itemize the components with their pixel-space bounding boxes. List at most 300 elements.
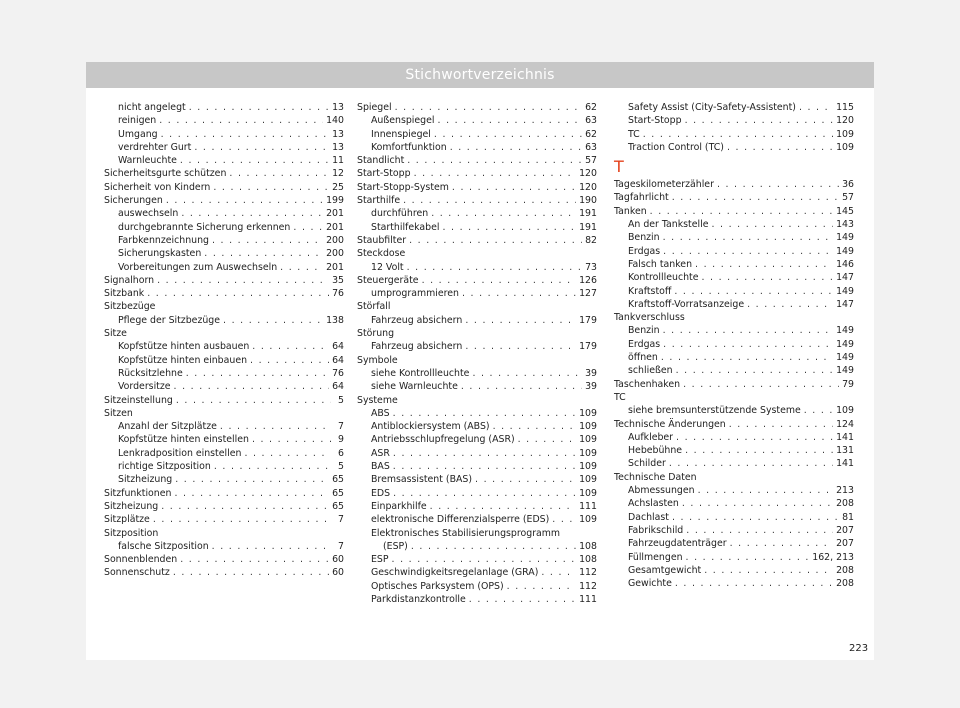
entry-term: umprogrammieren xyxy=(371,288,459,300)
index-entry xyxy=(614,351,854,364)
dot-leader xyxy=(698,484,834,497)
dot-leader xyxy=(461,380,582,393)
index-entry xyxy=(104,433,344,446)
page-title: Stichwortverzeichnis xyxy=(405,67,555,83)
dot-leader xyxy=(799,101,833,114)
dot-leader xyxy=(727,141,833,154)
dot-leader xyxy=(403,194,576,207)
entry-term: durchführen xyxy=(371,208,429,220)
index-entry xyxy=(357,513,597,526)
entry-term: auswechseln xyxy=(118,208,179,220)
dot-leader xyxy=(212,540,331,553)
index-entry xyxy=(104,487,344,500)
dot-leader xyxy=(472,367,582,380)
index-heading: Sitzbezüge xyxy=(104,301,156,313)
index-entry xyxy=(357,274,597,287)
entry-page-number: 149 xyxy=(836,325,854,337)
index-entry xyxy=(614,551,854,564)
entry-page-number: 65 xyxy=(332,487,344,499)
index-entry xyxy=(614,101,854,114)
entry-page-number: 201 xyxy=(326,221,344,233)
entry-term: Sicherungskasten xyxy=(118,248,202,260)
entry-term: Start-Stopp xyxy=(357,168,411,180)
index-entry xyxy=(357,540,597,553)
dot-leader xyxy=(465,340,576,353)
entry-page-number: 111 xyxy=(579,593,597,605)
entry-term: Sitzfunktionen xyxy=(104,487,172,499)
entry-page-number: 5 xyxy=(338,394,344,406)
entry-page-number: 108 xyxy=(579,554,597,566)
index-entry xyxy=(614,141,854,154)
index-entry xyxy=(614,178,854,191)
entry-term: falsche Sitzposition xyxy=(118,540,209,552)
index-entry xyxy=(104,314,344,327)
entry-term: Start-Stopp xyxy=(628,115,682,127)
entry-page-number: 73 xyxy=(585,261,597,273)
entry-term: Umgang xyxy=(118,128,158,140)
dot-leader xyxy=(465,314,576,327)
dot-leader xyxy=(683,378,839,391)
entry-term: Spiegel xyxy=(357,102,392,113)
dot-leader xyxy=(674,285,833,298)
dot-leader xyxy=(159,114,323,127)
page-number: 223 xyxy=(849,643,869,654)
index-entry xyxy=(614,231,854,244)
index-entry xyxy=(104,194,344,207)
index-heading: Elektronisches Stabilisierungsprogramm xyxy=(371,527,561,539)
dot-leader xyxy=(695,258,833,271)
index-entry xyxy=(357,420,597,433)
dot-leader xyxy=(747,298,833,311)
index-entry xyxy=(614,285,854,298)
dot-leader xyxy=(180,154,329,167)
dot-leader xyxy=(407,261,582,274)
entry-page-number: 141 xyxy=(836,431,854,443)
entry-term: Einparkhilfe xyxy=(371,500,427,512)
entry-page-number: 60 xyxy=(332,567,344,579)
entry-term: Pflege der Sitzbezüge xyxy=(118,314,221,326)
entry-page-number: 112 xyxy=(579,567,597,579)
entry-term: nicht angelegt xyxy=(118,102,186,113)
index-entry xyxy=(614,205,854,218)
dot-leader xyxy=(552,513,576,526)
entry-page-number: 60 xyxy=(332,554,344,566)
index-entry xyxy=(357,553,597,566)
dot-leader xyxy=(166,194,323,207)
entry-page-number: 143 xyxy=(836,219,854,231)
entry-page-number: 200 xyxy=(326,234,344,246)
entry-page-number: 149 xyxy=(836,232,854,244)
entry-page-number: 76 xyxy=(332,288,344,300)
entry-page-number: 146 xyxy=(836,258,854,270)
entry-term: Sitzbank xyxy=(104,288,145,300)
index-entry xyxy=(357,167,597,180)
entry-page-number: 7 xyxy=(338,540,344,552)
dot-leader xyxy=(663,324,833,337)
dot-leader xyxy=(186,367,329,380)
dot-leader xyxy=(393,407,576,420)
index-entry xyxy=(104,566,344,579)
index-entry xyxy=(104,141,344,154)
dot-leader xyxy=(661,351,833,364)
entry-term: Gesamtgewicht xyxy=(628,564,702,576)
dot-leader xyxy=(220,420,331,433)
entry-page-number: 109 xyxy=(579,461,597,473)
entry-page-number: 199 xyxy=(326,195,344,207)
entry-page-number: 109 xyxy=(579,487,597,499)
dot-leader xyxy=(442,221,576,234)
dot-leader xyxy=(422,274,577,287)
entry-term: Komfortfunktion xyxy=(371,141,447,153)
entry-term: Sitzeinstellung xyxy=(104,394,173,406)
dot-leader xyxy=(229,167,329,180)
index-entry xyxy=(614,524,854,537)
entry-page-number: 126 xyxy=(579,274,597,286)
entry-page-number: 179 xyxy=(579,314,597,326)
index-entry xyxy=(104,540,344,553)
entry-page-number: 63 xyxy=(585,115,597,127)
dot-leader xyxy=(407,154,582,167)
dot-leader xyxy=(493,420,577,433)
index-entry xyxy=(614,245,854,258)
dot-leader xyxy=(434,128,582,141)
entry-page-number: 57 xyxy=(842,192,854,204)
entry-page-number: 208 xyxy=(836,498,854,510)
entry-page-number: 7 xyxy=(338,421,344,433)
entry-page-number: 57 xyxy=(585,155,597,167)
dot-leader xyxy=(541,566,576,579)
entry-term: Lenkradposition einstellen xyxy=(118,447,242,459)
entry-term: Geschwindigkeitsregelanlage (GRA) xyxy=(371,567,539,579)
entry-page-number: 200 xyxy=(326,248,344,260)
entry-term: Bremsassistent (BAS) xyxy=(371,474,473,486)
entry-term: verdrehter Gurt xyxy=(118,141,192,153)
index-heading: Sitzen xyxy=(104,407,133,419)
dot-leader xyxy=(174,487,329,500)
index-entry xyxy=(104,207,344,220)
dot-leader xyxy=(452,181,576,194)
index-entry xyxy=(104,394,344,407)
index-entry xyxy=(357,314,597,327)
entry-page-number: 140 xyxy=(326,115,344,127)
entry-term: Abmessungen xyxy=(628,485,695,497)
index-entry xyxy=(614,338,854,351)
index-entry xyxy=(614,364,854,377)
entry-term: Technische Änderungen xyxy=(614,418,726,430)
dot-leader xyxy=(462,287,576,300)
entry-page-number: 6 xyxy=(338,447,344,459)
entry-term: Taschenhaken xyxy=(614,378,681,390)
entry-page-number: 82 xyxy=(585,234,597,246)
entry-page-number: 64 xyxy=(332,341,344,353)
index-heading: Störfall xyxy=(357,301,391,313)
dot-leader xyxy=(672,511,839,524)
index-entry xyxy=(104,154,344,167)
entry-term: Sitzplätze xyxy=(104,514,150,526)
entry-term: Sicherheit von Kindern xyxy=(104,181,211,193)
dot-leader xyxy=(214,460,331,473)
entry-term: Fabrikschild xyxy=(628,524,684,536)
entry-term: 12 Volt xyxy=(371,261,404,273)
index-entry xyxy=(614,191,854,204)
entry-page-number: 191 xyxy=(579,221,597,233)
entry-page-number: 109 xyxy=(579,407,597,419)
index-heading: Systeme xyxy=(357,394,398,406)
index-entry xyxy=(614,218,854,231)
entry-page-number: 131 xyxy=(836,445,854,457)
index-entry xyxy=(357,221,597,234)
index-entry xyxy=(614,564,854,577)
dot-leader xyxy=(669,457,833,470)
entry-term: Sicherheitsgurte schützen xyxy=(104,168,227,180)
entry-term: Antiblockiersystem (ABS) xyxy=(371,421,490,433)
entry-term: Tanken xyxy=(614,205,647,217)
index-column-1 xyxy=(104,101,344,580)
entry-term: Sitzheizung xyxy=(118,474,173,486)
dot-leader xyxy=(701,271,833,284)
entry-term: Safety Assist (City-Safety-Assistent) xyxy=(628,102,796,113)
dot-leader xyxy=(411,540,576,553)
entry-term: Kopfstütze hinten ausbauen xyxy=(118,341,250,353)
entry-page-number: 65 xyxy=(332,500,344,512)
dot-leader xyxy=(161,128,329,141)
entry-term: Antriebsschlupfregelung (ASR) xyxy=(371,434,515,446)
index-entry xyxy=(104,553,344,566)
dot-leader xyxy=(181,207,323,220)
entry-term: Tagfahrlicht xyxy=(614,192,669,204)
index-entry xyxy=(104,420,344,433)
entry-term: Sonnenschutz xyxy=(104,567,170,579)
index-entry xyxy=(104,367,344,380)
entry-page-number: 65 xyxy=(332,474,344,486)
dot-leader xyxy=(414,167,577,180)
entry-term: Fahrzeug absichern xyxy=(371,314,463,326)
entry-term: Fahrzeugdatenträger xyxy=(628,538,727,550)
index-entry xyxy=(614,577,854,590)
entry-page-number: 149 xyxy=(836,245,854,257)
index-entry xyxy=(104,460,344,473)
entry-term: Achslasten xyxy=(628,498,679,510)
index-entry xyxy=(614,324,854,337)
entry-term: Fahrzeug absichern xyxy=(371,341,463,353)
entry-page-number: 208 xyxy=(836,578,854,590)
entry-page-number: 76 xyxy=(332,367,344,379)
entry-page-number: 108 xyxy=(579,540,597,552)
index-entry xyxy=(104,128,344,141)
entry-page-number: 13 xyxy=(332,128,344,140)
entry-term: Gewichte xyxy=(628,578,672,590)
page-header xyxy=(86,62,874,88)
entry-term: Kopfstütze hinten einbauen xyxy=(118,354,248,366)
entry-term: Starthilfekabel xyxy=(371,221,440,233)
dot-leader xyxy=(393,487,576,500)
index-entry xyxy=(357,433,597,446)
entry-term: Farbkennzeichnung xyxy=(118,234,209,246)
entry-term: ESP xyxy=(371,554,389,566)
entry-page-number: 36 xyxy=(842,179,854,191)
dot-leader xyxy=(204,247,323,260)
entry-page-number: 111 xyxy=(579,500,597,512)
dot-leader xyxy=(717,178,839,191)
entry-page-number: 109 xyxy=(836,405,854,417)
entry-term: Staubfilter xyxy=(357,234,407,246)
index-entry xyxy=(104,167,344,180)
index-entry xyxy=(104,380,344,393)
entry-page-number: 190 xyxy=(579,195,597,207)
entry-term: Tageskilometerzähler xyxy=(614,179,714,191)
dot-leader xyxy=(711,218,833,231)
dot-leader xyxy=(450,141,582,154)
dot-leader xyxy=(252,433,331,446)
dot-leader xyxy=(438,114,583,127)
index-heading: Tankverschluss xyxy=(614,312,685,324)
dot-leader xyxy=(174,380,330,393)
index-entry xyxy=(357,114,597,127)
dot-leader xyxy=(730,537,834,550)
entry-page-number: 191 xyxy=(579,208,597,220)
index-entry xyxy=(614,537,854,550)
dot-leader xyxy=(189,101,329,114)
index-entry xyxy=(357,141,597,154)
index-entry xyxy=(357,128,597,141)
index-heading: Steckdose xyxy=(357,248,406,260)
index-entry xyxy=(614,271,854,284)
entry-page-number: 207 xyxy=(836,538,854,550)
index-entry xyxy=(357,380,597,393)
entry-page-number: 138 xyxy=(326,314,344,326)
index-entry xyxy=(104,247,344,260)
entry-term: siehe Kontrollleuchte xyxy=(371,367,470,379)
dot-leader xyxy=(676,364,834,377)
index-entry xyxy=(357,234,597,247)
entry-page-number: 208 xyxy=(836,564,854,576)
index-heading: Störung xyxy=(357,328,395,340)
entry-page-number: 64 xyxy=(332,381,344,393)
dot-leader xyxy=(280,261,323,274)
entry-term: An der Tankstelle xyxy=(628,219,709,231)
entry-term: Innenspiegel xyxy=(371,128,431,140)
entry-page-number: 109 xyxy=(579,434,597,446)
entry-term: öffnen xyxy=(628,352,658,364)
entry-term: Kraftstoff-Vorratsanzeige xyxy=(628,298,745,310)
dot-leader xyxy=(507,580,576,593)
dot-leader xyxy=(663,231,833,244)
entry-term: Rücksitzlehne xyxy=(118,367,183,379)
entry-term: Vordersitze xyxy=(118,381,171,393)
index-heading: Technische Daten xyxy=(614,471,697,483)
entry-page-number: 39 xyxy=(585,367,597,379)
entry-term: Schilder xyxy=(628,458,666,470)
entry-term: EDS xyxy=(371,487,391,499)
entry-term: Außenspiegel xyxy=(371,115,435,127)
entry-term: (ESP) xyxy=(383,540,408,552)
index-entry xyxy=(357,194,597,207)
index-heading: Sitze xyxy=(104,328,127,340)
index-entry xyxy=(357,460,597,473)
index-entry xyxy=(357,407,597,420)
dot-leader xyxy=(293,221,323,234)
dot-leader xyxy=(682,497,833,510)
index-entry xyxy=(104,221,344,234)
dot-leader xyxy=(173,566,329,579)
index-entry xyxy=(614,298,854,311)
dot-leader xyxy=(409,234,582,247)
dot-leader xyxy=(663,245,833,258)
dot-leader xyxy=(395,101,582,114)
entry-page-number: 115 xyxy=(836,102,854,113)
entry-term: BAS xyxy=(371,461,390,473)
index-entry xyxy=(357,287,597,300)
index-entry xyxy=(357,447,597,460)
dot-leader xyxy=(430,500,576,513)
entry-page-number: 109 xyxy=(579,514,597,526)
index-entry xyxy=(104,513,344,526)
dot-leader xyxy=(175,473,329,486)
index-entry xyxy=(104,287,344,300)
dot-leader xyxy=(180,553,329,566)
entry-term: Erdgas xyxy=(628,245,661,257)
dot-leader xyxy=(475,473,576,486)
index-entry xyxy=(104,500,344,513)
index-entry xyxy=(104,340,344,353)
dot-leader xyxy=(194,141,329,154)
entry-term: durchgebrannte Sicherung erkennen xyxy=(118,221,291,233)
entry-term: Parkdistanzkontrolle xyxy=(371,593,466,605)
dot-leader xyxy=(663,338,833,351)
entry-term: Kopfstütze hinten einstellen xyxy=(118,434,249,446)
entry-term: Steuergeräte xyxy=(357,274,419,286)
entry-page-number: 109 xyxy=(579,474,597,486)
dot-leader xyxy=(393,460,576,473)
dot-leader xyxy=(213,181,329,194)
entry-term: Traction Control (TC) xyxy=(628,141,724,153)
index-entry xyxy=(357,500,597,513)
entry-page-number: 11 xyxy=(332,155,344,167)
index-entry xyxy=(614,258,854,271)
dot-leader xyxy=(469,593,576,606)
dot-leader xyxy=(393,447,576,460)
entry-term: reinigen xyxy=(118,115,157,127)
entry-term: Sitzheizung xyxy=(104,500,159,512)
dot-leader xyxy=(650,205,833,218)
entry-term: Kraftstoff xyxy=(628,285,672,297)
dot-leader xyxy=(157,274,329,287)
index-column-3 xyxy=(614,101,854,590)
index-entry xyxy=(357,181,597,194)
index-entry xyxy=(104,234,344,247)
entry-page-number: 201 xyxy=(326,208,344,220)
entry-page-number: 9 xyxy=(338,434,344,446)
entry-term: Optisches Parksystem (OPS) xyxy=(371,580,504,592)
dot-leader xyxy=(250,354,329,367)
entry-term: siehe bremsunterstützende Systeme xyxy=(628,405,801,417)
dot-leader xyxy=(704,564,833,577)
index-entry xyxy=(104,261,344,274)
entry-page-number: 81 xyxy=(842,511,854,523)
dot-leader xyxy=(804,404,833,417)
dot-leader xyxy=(223,314,323,327)
index-heading: Symbole xyxy=(357,354,398,366)
entry-term: Start-Stopp-System xyxy=(357,181,449,193)
dot-leader xyxy=(252,340,329,353)
index-entry xyxy=(357,566,597,579)
entry-term: ASR xyxy=(371,447,390,459)
dot-leader xyxy=(431,207,576,220)
dot-leader xyxy=(153,513,331,526)
index-entry xyxy=(104,114,344,127)
index-entry xyxy=(104,181,344,194)
index-entry xyxy=(357,340,597,353)
